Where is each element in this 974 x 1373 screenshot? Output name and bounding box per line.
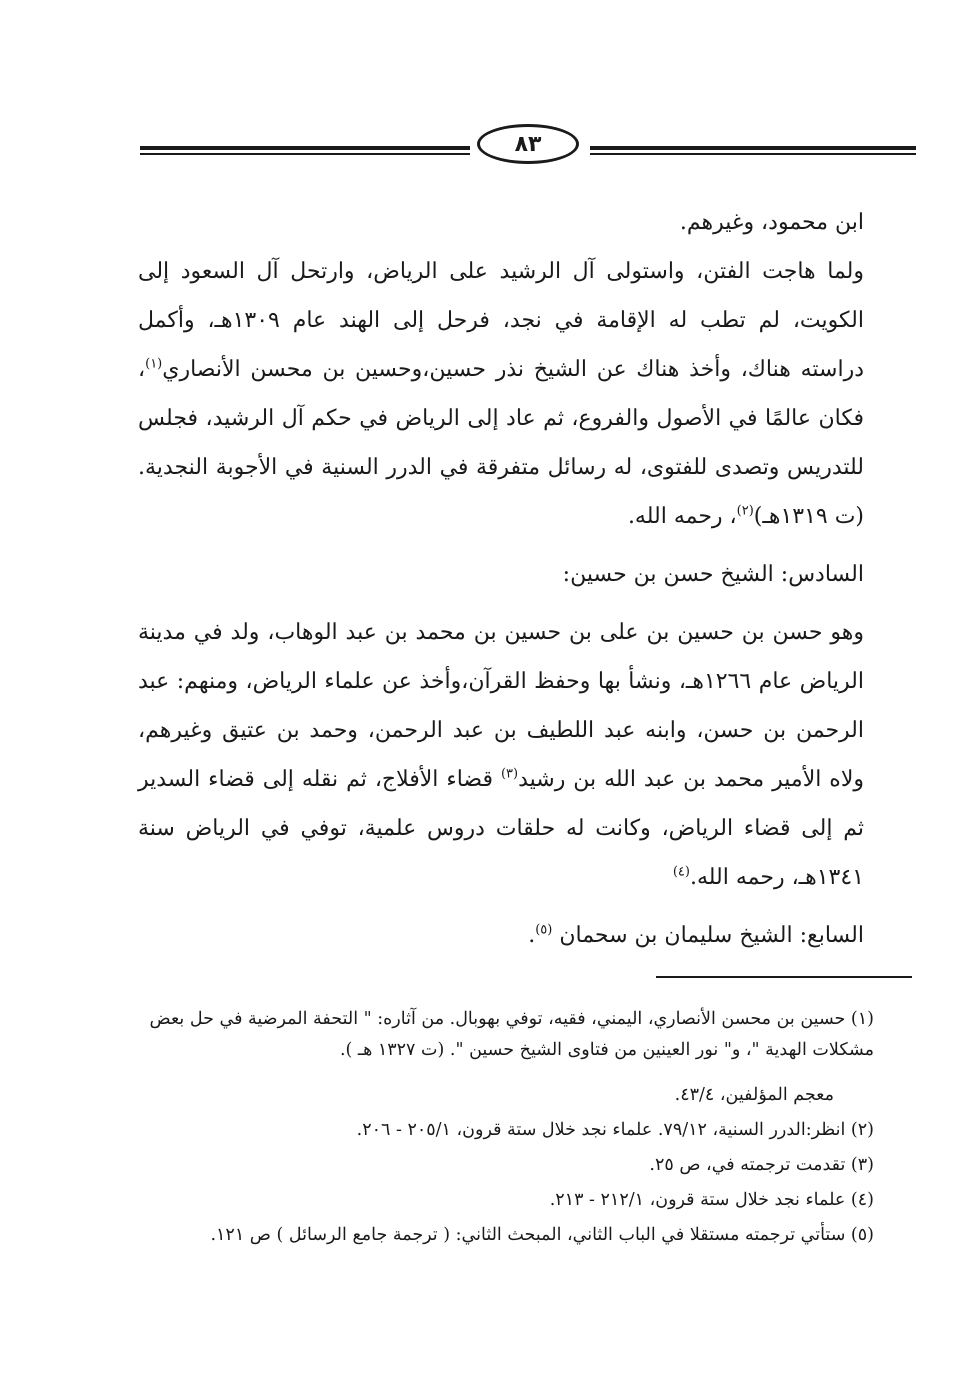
footnote-1-source: معجم المؤلفين، ٤٣/٤. (674, 1085, 834, 1105)
footnote-ref-1: (١) (145, 356, 163, 372)
paragraph-2: ولما هاجت الفتن، واستولى آل الرشيد على الرياض، وارتحل آل السعود إلى الكويت، لم تطب له الإقامة في نجد، فرحل إلى الهند عام ١٣٠٩هـ، وأكمل دراسته هناك، وأخذ هناك عن الشيخ نذر حسين،وحسين بن محسن الأنصاري$^{(١)}$، فكان عالمًا في الأصول والفروع، ثم عاد إلى الرياض في حكم آل الرشيد، فجلس للتدريس وتصدى للفتوى، له رسائل متفرقة في الدرر السنية في الأجوبة النجدية. (ت ١٣١٩هـ)$^{(٢)}$، رحمه الله. (138, 259, 864, 529)
header-rule-left (140, 146, 470, 156)
paragraph-1: ابن محمود، وغيرهم. (679, 210, 864, 235)
page-header (140, 122, 916, 172)
footnote-5: (٥) ستأتي ترجمته مستقلا في الباب الثاني، المبحث الثاني: ( ترجمة جامع الرسائل ) ص ١٢١. (210, 1225, 874, 1245)
footnote-1: (١) حسين بن محسن الأنصاري، اليمني، فقيه، توفي بهوبال. من آثاره: " التحفة المرضية في حل بعض مشكلات الهدية "، و" نور العينين من فتاوى الشيخ حسين ". (ت ١٣٢٧ هـ ). (149, 1009, 874, 1060)
section-heading-7: السابع: الشيخ سليمان بن سحمان $^{(٥)}$. (528, 922, 864, 948)
footnote-3: (٣) تقدمت ترجمته في، ص ٢٥. (649, 1155, 874, 1175)
footnote-4: (٤) علماء نجد خلال ستة قرون، ٢١٢/١ - ٢١٣. (549, 1190, 874, 1210)
footnote-2: (٢) انظر:الدرر السنية، ٧٩/١٢. علماء نجد خلال ستة قرون، ٢٠٥/١ - ٢٠٦. (356, 1120, 874, 1140)
footnote-ref-3: (٣) (500, 766, 519, 782)
footnote-ref-5: (٥) (535, 922, 553, 938)
main-text (138, 198, 864, 969)
page-number: ٨٣ (477, 124, 579, 164)
footnote-separator (656, 976, 912, 978)
header-rule-right (590, 146, 916, 156)
footnote-ref-2: (٢) (736, 503, 754, 519)
footnotes (138, 1004, 874, 1255)
section-heading-6: السادس: الشيخ حسن بن حسين: (562, 562, 864, 587)
footnote-ref-4: (٤) (672, 864, 690, 880)
paragraph-3: وهو حسن بن حسين بن على بن حسين بن محمد بن عبد الوهاب، ولد في مدينة الرياض عام ١٢٦٦هـ، ونشأ بها وحفظ القرآن،وأخذ عن علماء الرياض، ومنهم: عبد الرحمن بن حسن، وابنه عبد اللطيف بن عبد الرحمن، وحمد بن عتيق وغيرهم، ولاه الأمير محمد بن عبد الله بن رشيد$^{(٣)}$ قضاء الأفلاج، ثم نقله إلى قضاء السدير ثم إلى قضاء الرياض، وكانت له حلقات دروس علمية، توفي في الرياض سنة ١٣٤١هـ، رحمه الله.$^{(٤)}$ (138, 620, 864, 890)
